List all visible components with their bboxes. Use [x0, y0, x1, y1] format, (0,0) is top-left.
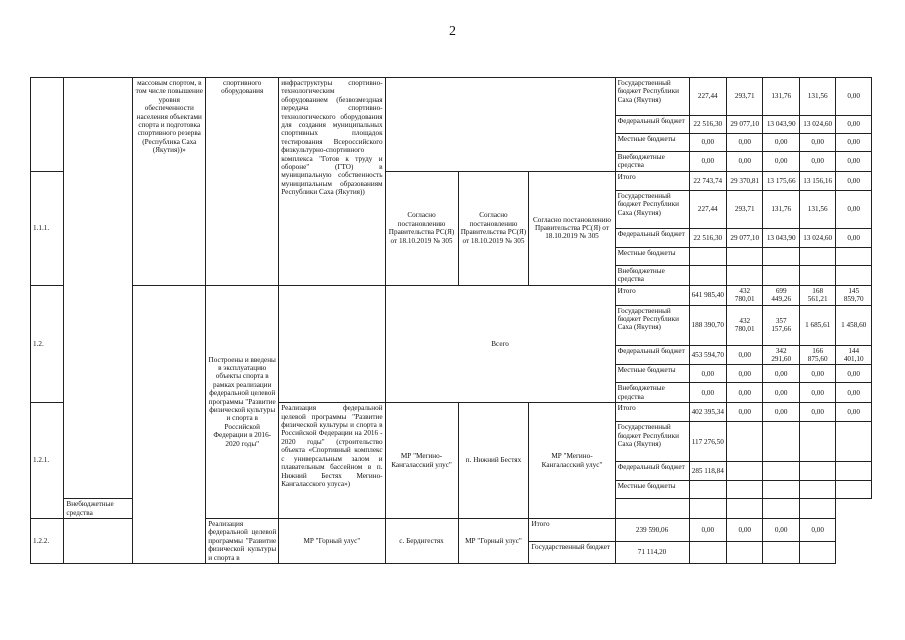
result-description: спортивного оборудования: [206, 78, 279, 286]
row-number: 1.2.2.: [31, 519, 64, 564]
budget-value: 13 043,90: [763, 228, 799, 247]
budget-value: 1 685,61: [799, 305, 835, 345]
budget-source-label: Местные бюджеты: [615, 134, 689, 152]
budget-value: 402 395,34: [689, 403, 726, 422]
budget-value: 29 370,81: [727, 171, 763, 190]
budget-value: 29 077,10: [727, 116, 763, 134]
budget-value: 239 590,06: [615, 519, 689, 542]
budget-value: 22 516,30: [689, 116, 726, 134]
budget-value: 13 043,90: [763, 116, 799, 134]
measure-description: Реализация федеральной целевой программы "Развитие физической культуры и спорта в: [206, 519, 279, 564]
budget-source-label: Итого: [615, 403, 689, 422]
budget-source-label: Итого: [615, 171, 689, 190]
budget-source-label: Внебюджетные средства: [615, 152, 689, 172]
budget-value: 0,00: [689, 152, 726, 172]
budget-value: [763, 542, 799, 564]
budget-source-label: Местные бюджеты: [615, 247, 689, 265]
budget-value: [836, 422, 872, 462]
budget-value: [615, 499, 689, 519]
budget-value: 0,00: [689, 519, 726, 542]
budget-value: [763, 499, 799, 519]
budget-value: 0,00: [727, 152, 763, 172]
budget-value: [799, 265, 835, 285]
budget-value: [689, 247, 726, 265]
budget-value: 0,00: [763, 152, 799, 172]
budget-value: 357 157,66: [763, 305, 799, 345]
budget-value: [763, 422, 799, 462]
budget-value: 117 276,50: [689, 422, 726, 462]
budget-value: 0,00: [836, 78, 872, 116]
budget-value: 1 458,60: [836, 305, 872, 345]
result-description: Построены и введены в эксплуатацию объекты спорта в рамках реализации федеральной целевой программы "Развитие физической культуры и спорта в Российской Федерации в 2016-2020 годы": [206, 285, 279, 518]
budget-value: 13 175,66: [763, 171, 799, 190]
measure-description: Реализация федеральной целевой программы "Развитие физической культуры и спорта в Российской Федерации на 2016 - 2020 годы" (строительство объекта «Спортивный комплекс с универсальным залом и плавательным бассейном в п. Нижний Бестях Мегино-Кангаласского улуса»): [279, 403, 385, 519]
budget-value: 641 985,40: [689, 285, 726, 305]
budget-value: 0,00: [799, 152, 835, 172]
budget-value: [836, 265, 872, 285]
budget-source-label: Итого: [615, 285, 689, 305]
budget-value: 22 743,74: [689, 171, 726, 190]
responsible-cell: МР "Мегино-Кангаласский улус": [529, 403, 615, 519]
result-description: [64, 519, 133, 564]
budget-value: 13 024,60: [799, 116, 835, 134]
budget-value: 453 594,70: [689, 345, 726, 365]
budget-value: [727, 462, 763, 481]
budget-value: [799, 499, 835, 519]
budget-value: 0,00: [763, 519, 799, 542]
budget-source-label: Государственный бюджет Республики Саха (Якутия): [615, 422, 689, 462]
budget-source-label: Государственный бюджет: [529, 542, 615, 564]
budget-value: 0,00: [727, 403, 763, 422]
budget-source-label: Федеральный бюджет: [615, 116, 689, 134]
budget-value: 168 561,21: [799, 285, 835, 305]
budget-source-label: Внебюджетные средства: [615, 383, 689, 403]
budget-value: [727, 247, 763, 265]
budget-value: 432 780,01: [727, 305, 763, 345]
budget-value: 0,00: [836, 403, 872, 422]
budget-value: 0,00: [799, 365, 835, 383]
budget-value: 71 114,20: [615, 542, 689, 564]
responsible-cell: МР "Горный улус": [458, 519, 529, 564]
budget-value: 0,00: [689, 365, 726, 383]
budget-value: [763, 265, 799, 285]
budget-value: 166 875,60: [799, 345, 835, 365]
budget-source-label: Государственный бюджет Республики Саха (Якутия): [615, 190, 689, 228]
budget-value: 0,00: [727, 383, 763, 403]
budget-value: 0,00: [836, 365, 872, 383]
budget-value: 227,44: [689, 78, 726, 116]
table-body: [31, 78, 872, 564]
budget-value: [836, 247, 872, 265]
budget-value: 13 024,60: [799, 228, 835, 247]
executor-cell: МР "Горный улус": [279, 519, 385, 564]
budget-value: 13 156,16: [799, 171, 835, 190]
row-number: 1.2.: [31, 285, 64, 403]
budget-value: 0,00: [836, 171, 872, 190]
executor-cell: МР "Мегино-Кангаласский улус": [385, 403, 458, 519]
budget-value: 0,00: [836, 228, 872, 247]
page-number: 2: [449, 24, 456, 39]
budget-value: 0,00: [689, 134, 726, 152]
budget-value: [763, 462, 799, 481]
row-number: 1.2.1.: [31, 403, 64, 519]
budget-value: 131,56: [799, 190, 835, 228]
budget-value: 285 118,84: [689, 462, 726, 481]
budget-value: [799, 247, 835, 265]
budget-value: 0,00: [836, 116, 872, 134]
row-number: 1.1.1.: [31, 171, 64, 285]
budget-value: [799, 462, 835, 481]
budget-value: 0,00: [836, 383, 872, 403]
budget-value: 29 077,10: [727, 228, 763, 247]
budget-value: [799, 422, 835, 462]
budget-source-label: Местные бюджеты: [615, 481, 689, 499]
budget-value: 699 449,26: [763, 285, 799, 305]
total-label: Всего: [385, 285, 615, 403]
budget-value: [727, 265, 763, 285]
budget-value: [689, 542, 726, 564]
budget-value: 145 859,70: [836, 285, 872, 305]
budget-value: 0,00: [799, 134, 835, 152]
budget-value: 188 390,70: [689, 305, 726, 345]
table-row: [31, 285, 872, 305]
budget-value: 131,76: [763, 78, 799, 116]
budget-value: 0,00: [799, 383, 835, 403]
budget-value: [799, 542, 835, 564]
budget-value: 0,00: [727, 345, 763, 365]
blank-cell: [64, 78, 133, 499]
budget-value: 342 291,60: [763, 345, 799, 365]
budget-value: 0,00: [727, 134, 763, 152]
executor-cell: [385, 78, 615, 172]
budget-value: [763, 481, 799, 499]
blank-cell: [133, 285, 206, 563]
budget-value: 293,71: [727, 78, 763, 116]
budget-source-label: Итого: [529, 519, 615, 542]
budget-value: [836, 462, 872, 481]
budget-value: 0,00: [763, 403, 799, 422]
budget-source-label: Федеральный бюджет: [615, 345, 689, 365]
budget-value: [727, 499, 763, 519]
budget-value: [763, 247, 799, 265]
budget-value: 0,00: [799, 519, 835, 542]
budget-value: 22 516,30: [689, 228, 726, 247]
budget-value: 0,00: [836, 190, 872, 228]
budget-value: [689, 499, 726, 519]
budget-source-label: Местные бюджеты: [615, 365, 689, 383]
budget-source-label: Государственный бюджет Республики Саха (Якутия): [615, 78, 689, 116]
executor-cell: Согласно постановлению Правительства РС(Я) от 18.10.2019 № 305: [385, 171, 458, 285]
budget-value: 0,00: [799, 403, 835, 422]
budget-value: [689, 481, 726, 499]
budget-value: 131,76: [763, 190, 799, 228]
budget-value: 0,00: [727, 519, 763, 542]
budget-value: 293,71: [727, 190, 763, 228]
budget-source-label: Государственный бюджет Республики Саха (Якутия): [615, 305, 689, 345]
location-cell: с. Бердигестях: [385, 519, 458, 564]
location-cell: Согласно постановлению Правительства РС(Я) от 18.10.2019 № 305: [458, 171, 529, 285]
budget-value: 144 401,10: [836, 345, 872, 365]
event-description: массовым спортом, в том числе повышение уровня обеспеченности населения объектами спорта и подготовка спортивного резерва (Республика Саха (Якутия))»: [133, 78, 206, 286]
budget-value: 0,00: [836, 134, 872, 152]
budget-value: [836, 481, 872, 499]
budget-value: 0,00: [727, 365, 763, 383]
budget-value: 0,00: [836, 152, 872, 172]
budget-value: 131,56: [799, 78, 835, 116]
budget-value: 227,44: [689, 190, 726, 228]
responsible-cell: Согласно постановлению Правительства РС(Я) от 18.10.2019 № 305: [529, 171, 615, 285]
budget-value: [799, 481, 835, 499]
budget-value: 0,00: [763, 383, 799, 403]
row-number: [31, 78, 64, 172]
program-table: [30, 77, 872, 564]
budget-value: 0,00: [763, 134, 799, 152]
measure-description: инфраструктуры спортивно-технологическим оборудованием (безвозмездная передача спортивно-технологического оборудования для создания муниципальных спортивных площадок тестирования Всероссийского физкультурно-спортивного комплекса "Готов к труду и обороне" (ГТО) в муниципальную собственность муниципальным образованиям Республики Саха (Якутия)): [279, 78, 385, 286]
blank-cell: [279, 285, 385, 403]
budget-value: [727, 422, 763, 462]
budget-source-label: Внебюджетные средства: [64, 499, 133, 519]
budget-source-label: Федеральный бюджет: [615, 228, 689, 247]
budget-value: [689, 265, 726, 285]
budget-value: [727, 542, 763, 564]
budget-value: [727, 481, 763, 499]
budget-value: 432 780,01: [727, 285, 763, 305]
budget-value: 0,00: [763, 365, 799, 383]
table-row: [31, 78, 872, 116]
budget-value: 0,00: [689, 383, 726, 403]
budget-source-label: Внебюджетные средства: [615, 265, 689, 285]
location-cell: п. Нижний Бестях: [458, 403, 529, 519]
budget-source-label: Федеральный бюджет: [615, 462, 689, 481]
